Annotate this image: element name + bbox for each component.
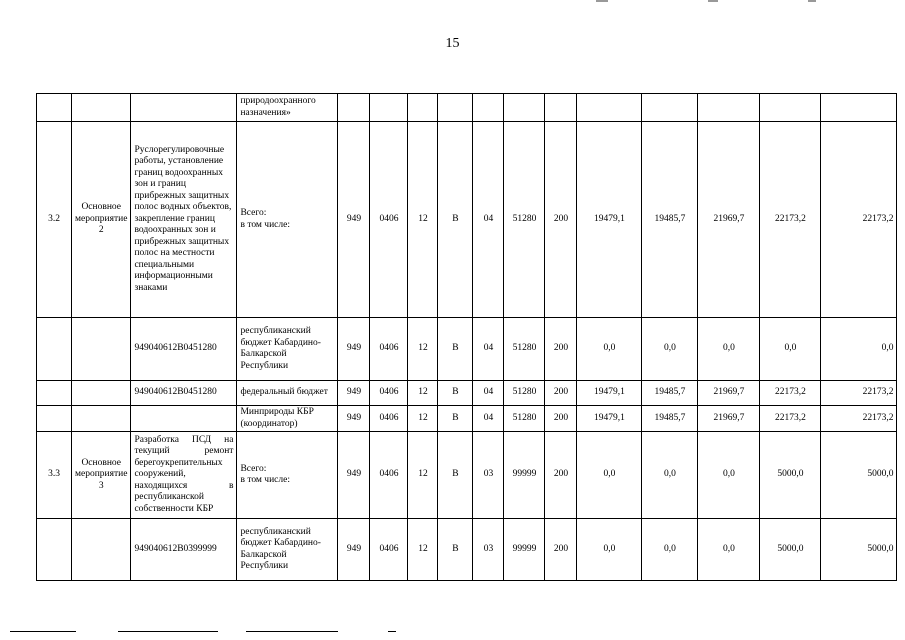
amount-year-4: 0,0 [760, 318, 821, 381]
target-code-1: В [438, 406, 473, 432]
amount-year-1: 19479,1 [577, 381, 642, 406]
table-row [37, 406, 897, 432]
target-code-3: 99999 [504, 432, 545, 519]
funding-source: Всего: в том числе: [237, 432, 338, 519]
budget-table [36, 93, 897, 581]
target-code-1: В [438, 122, 473, 318]
budget-code: 949040612В0399999 [131, 519, 237, 581]
subsection-code: 12 [408, 519, 438, 581]
section-code: 0406 [370, 519, 408, 581]
amount-year-5: 5000,0 [821, 432, 897, 519]
subsection-code: 12 [408, 432, 438, 519]
subsection-code: 12 [408, 381, 438, 406]
target-code-3: 51280 [504, 381, 545, 406]
expense-type-code: 200 [545, 519, 577, 581]
table-row [37, 94, 897, 122]
amount-year-3: 21969,7 [698, 406, 760, 432]
amount-year-1: 0,0 [577, 519, 642, 581]
amount-year-3: 21969,7 [698, 122, 760, 318]
funding-source: природоохранного назначения» [237, 94, 338, 122]
table-row [37, 432, 897, 519]
target-code-2: 04 [473, 318, 504, 381]
expense-type-code: 200 [545, 381, 577, 406]
amount-year-1: 0,0 [577, 432, 642, 519]
footer-signature-lines [0, 631, 905, 635]
expense-type-code [545, 94, 577, 122]
funding-source: республиканский бюджет Кабардино-Балкарской Республики [237, 318, 338, 381]
event-type [72, 519, 131, 581]
section-code: 0406 [370, 406, 408, 432]
target-code-1 [438, 94, 473, 122]
row-number [37, 381, 72, 406]
target-code-2: 04 [473, 122, 504, 318]
amount-year-1: 19479,1 [577, 122, 642, 318]
grbs-code: 949 [338, 318, 370, 381]
amount-year-3: 0,0 [698, 519, 760, 581]
row-number: 3.2 [37, 122, 72, 318]
amount-year-1 [577, 94, 642, 122]
event-type: Основное мероприятие 2 [72, 122, 131, 318]
target-code-3: 51280 [504, 122, 545, 318]
section-code: 0406 [370, 122, 408, 318]
amount-year-5: 22173,2 [821, 381, 897, 406]
amount-year-3 [698, 94, 760, 122]
table-row [37, 381, 897, 406]
amount-year-2: 0,0 [642, 318, 698, 381]
amount-year-4 [760, 94, 821, 122]
row-number [37, 318, 72, 381]
event-name [131, 94, 237, 122]
section-code [370, 94, 408, 122]
section-code: 0406 [370, 318, 408, 381]
amount-year-5: 22173,2 [821, 122, 897, 318]
row-number: 3.3 [37, 432, 72, 519]
amount-year-2 [642, 94, 698, 122]
amount-year-3: 0,0 [698, 432, 760, 519]
expense-type-code: 200 [545, 432, 577, 519]
amount-year-5: 22173,2 [821, 406, 897, 432]
target-code-1: В [438, 381, 473, 406]
amount-year-4: 22173,2 [760, 406, 821, 432]
section-code: 0406 [370, 381, 408, 406]
amount-year-2: 19485,7 [642, 406, 698, 432]
amount-year-2: 19485,7 [642, 122, 698, 318]
funding-source: федеральный бюджет [237, 381, 338, 406]
funding-source: Всего: в том числе: [237, 122, 338, 318]
amount-year-1: 19479,1 [577, 406, 642, 432]
budget-code: 949040612В0451280 [131, 381, 237, 406]
expense-type-code: 200 [545, 318, 577, 381]
table-row [37, 318, 897, 381]
grbs-code: 949 [338, 519, 370, 581]
event-name [131, 406, 237, 432]
table-row [37, 519, 897, 581]
target-code-1: В [438, 318, 473, 381]
grbs-code: 949 [338, 406, 370, 432]
row-number [37, 406, 72, 432]
amount-year-4: 22173,2 [760, 122, 821, 318]
amount-year-5 [821, 94, 897, 122]
amount-year-5: 5000,0 [821, 519, 897, 581]
funding-source: Минприроды КБР (координатор) [237, 406, 338, 432]
target-code-3: 51280 [504, 406, 545, 432]
amount-year-3: 21969,7 [698, 381, 760, 406]
top-scan-marks [0, 0, 905, 10]
section-code: 0406 [370, 432, 408, 519]
event-name: Руслорегулировочные работы, установление границ водоохранных зон и границ прибрежных защитных полос водных объектов, закрепление границ водоохранных зон и прибрежных защитных полос на местности специальными информационными знаками [131, 122, 237, 318]
target-code-1: В [438, 519, 473, 581]
grbs-code: 949 [338, 122, 370, 318]
target-code-3: 51280 [504, 318, 545, 381]
subsection-code: 12 [408, 318, 438, 381]
event-type [72, 381, 131, 406]
target-code-3 [504, 94, 545, 122]
event-type [72, 406, 131, 432]
subsection-code: 12 [408, 406, 438, 432]
amount-year-2: 19485,7 [642, 381, 698, 406]
subsection-code [408, 94, 438, 122]
expense-type-code: 200 [545, 406, 577, 432]
target-code-2: 04 [473, 381, 504, 406]
row-number [37, 94, 72, 122]
target-code-2: 03 [473, 519, 504, 581]
table-row [37, 122, 897, 318]
amount-year-4: 5000,0 [760, 519, 821, 581]
target-code-2: 03 [473, 432, 504, 519]
target-code-2 [473, 94, 504, 122]
target-code-3: 99999 [504, 519, 545, 581]
target-code-1: В [438, 432, 473, 519]
page-number: 15 [445, 36, 460, 51]
expense-type-code: 200 [545, 122, 577, 318]
event-type: Основное мероприятие 3 [72, 432, 131, 519]
subsection-code: 12 [408, 122, 438, 318]
amount-year-1: 0,0 [577, 318, 642, 381]
row-number [37, 519, 72, 581]
grbs-code [338, 94, 370, 122]
amount-year-2: 0,0 [642, 432, 698, 519]
target-code-2: 04 [473, 406, 504, 432]
grbs-code: 949 [338, 381, 370, 406]
amount-year-4: 5000,0 [760, 432, 821, 519]
event-type [72, 94, 131, 122]
event-type [72, 318, 131, 381]
budget-code: 949040612В0451280 [131, 318, 237, 381]
amount-year-5: 0,0 [821, 318, 897, 381]
event-name: Разработка ПСД на текущий ремонт берегоукрепительных сооружений, находящихся в республиканской собственности КБР [131, 432, 237, 519]
amount-year-2: 0,0 [642, 519, 698, 581]
funding-source: республиканский бюджет Кабардино-Балкарской Республики [237, 519, 338, 581]
amount-year-3: 0,0 [698, 318, 760, 381]
amount-year-4: 22173,2 [760, 381, 821, 406]
grbs-code: 949 [338, 432, 370, 519]
